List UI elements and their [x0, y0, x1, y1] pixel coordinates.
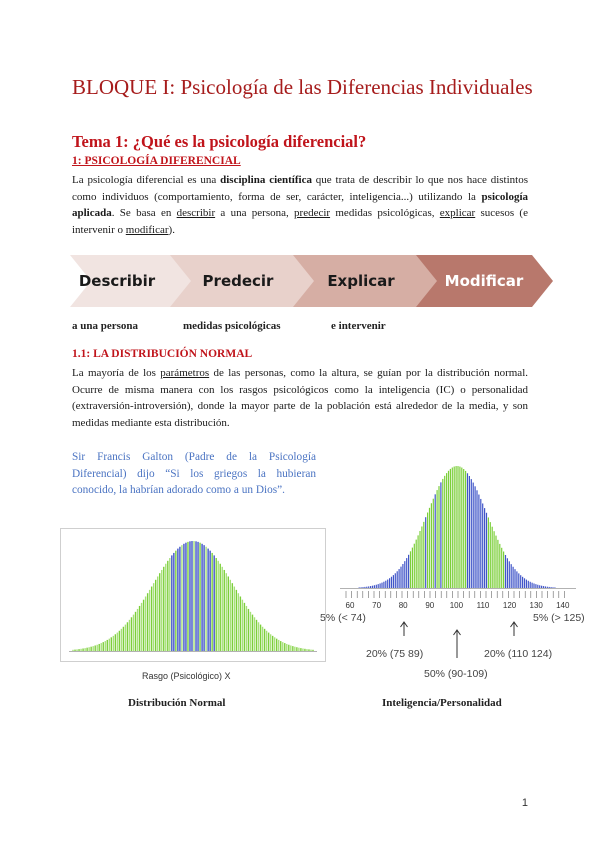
- iq-tick-label: 90: [425, 601, 435, 610]
- galton-quote: Sir Francis Galton (Padre de la Psicología Diferencial) dijo “Si los griegos la hubieran conocido, la habrían adorado como a un Dios”.: [72, 451, 316, 496]
- under-label-explicar: e intervenir: [331, 320, 386, 332]
- step-label-describir: Describir: [78, 272, 156, 290]
- iq-tick-label: 130: [529, 601, 543, 610]
- under-label-describir: a una persona: [72, 320, 139, 332]
- topic-title: Tema 1: ¿Qué es la psicología diferencial?: [72, 132, 367, 151]
- section-2-paragraph: La mayoría de los parámetros de las personas, como la altura, se guían por la distribución normal. Ocurre de misma manera con los rasgos psicológicos como la inteligencia (IC) o personalidad (extraversión-introversión), donde la mayor parte de la población está alrededor de la media, y son medidas mediante esta distribución.: [72, 367, 528, 429]
- step-label-predecir: Predecir: [202, 272, 274, 290]
- section-heading-1: 1: PSICOLOGÍA DIFERENCIAL: [72, 155, 241, 167]
- label-left-20: 20% (75 89): [366, 648, 424, 660]
- iq-distribution-chart: [336, 460, 586, 660]
- section-1-paragraph: La psicología diferencial es una disciplina científica que trata de describir lo que nos hace distintos como individuos (comportamiento, forma de ser, carácter, inteligencia...) utilizando la psicología aplicada. Se basa en describir a una persona, predecir medidas psicológicas, explicar sucesos (e intervenir o modificar).: [72, 174, 528, 236]
- iq-tick-label: 110: [476, 601, 490, 610]
- label-high-5: 5% (> 125): [533, 612, 585, 624]
- page-number: 1: [521, 797, 528, 809]
- process-chevrons: [70, 255, 554, 307]
- step-label-explicar: Explicar: [327, 272, 395, 290]
- under-label-predecir: medidas psicológicas: [183, 320, 281, 332]
- label-mid-50: 50% (90-109): [424, 668, 488, 680]
- section-heading-2: 1.1: LA DISTRIBUCIÓN NORMAL: [72, 348, 253, 360]
- normal-distribution-plot: [61, 529, 325, 661]
- step-label-modificar: Modificar: [444, 272, 524, 290]
- iq-tick-label: 100: [449, 601, 464, 610]
- label-low-5: 5% (< 74): [320, 612, 366, 624]
- iq-tick-label: 60: [345, 601, 355, 610]
- left-chart-xlabel: Rasgo (Psicológico) X: [142, 671, 231, 681]
- left-chart-caption: Distribución Normal: [128, 697, 226, 709]
- iq-tick-label: 80: [398, 601, 408, 610]
- iq-tick-label: 140: [556, 601, 570, 610]
- label-right-20: 20% (110 124): [484, 648, 553, 660]
- iq-tick-label: 120: [502, 601, 517, 610]
- right-chart-caption: Inteligencia/Personalidad: [382, 697, 502, 709]
- iq-tick-label: 70: [372, 601, 382, 610]
- page-title: BLOQUE I: Psicología de las Diferencias Individuales: [72, 75, 533, 99]
- normal-distribution-chart: [60, 528, 326, 662]
